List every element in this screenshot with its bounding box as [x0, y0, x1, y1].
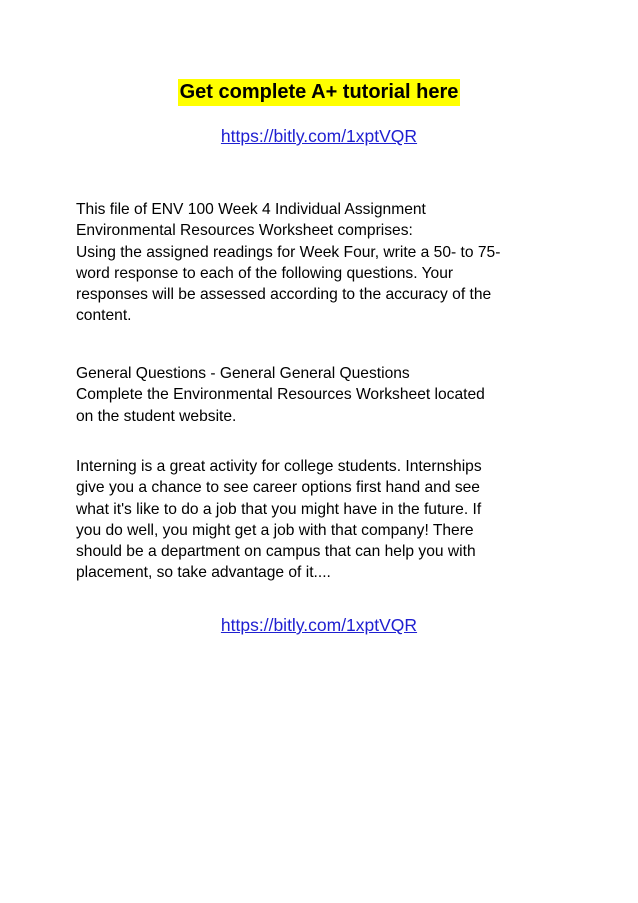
text-line: give you a chance to see career options first hand and see	[76, 479, 480, 497]
heading-container	[0, 79, 638, 106]
internship-paragraph	[76, 456, 566, 584]
text-line: Complete the Environmental Resources Worksheet located	[76, 386, 485, 404]
general-questions	[76, 363, 566, 427]
text-line: should be a department on campus that can help you with	[76, 543, 476, 561]
text-line: word response to each of the following questions. Your	[76, 264, 454, 282]
text-line: This file of ENV 100 Week 4 Individual Assignment	[76, 201, 426, 218]
assignment-description	[76, 199, 566, 327]
text-line: what it's like to do a job that you might have in the future. If	[76, 500, 482, 518]
text-line: Environmental Resources Worksheet comprises:	[76, 222, 413, 240]
text-line: on the student website.	[76, 407, 237, 425]
text-line: responses will be assessed according to the accuracy of the	[76, 286, 492, 304]
page-title: Get complete A+ tutorial here	[178, 79, 461, 106]
top-link-container	[0, 125, 638, 148]
text-line: General Questions - General General Questions	[76, 365, 410, 382]
text-line: Using the assigned readings for Week Four, write a 50- to 75-	[76, 243, 501, 261]
text-line: you do well, you might get a job with that company! There	[76, 521, 474, 539]
text-line: content.	[76, 307, 132, 325]
tutorial-link-bottom[interactable]: https://bitly.com/1xptVQR	[220, 615, 418, 635]
text-line: Interning is a great activity for college students. Internships	[76, 458, 482, 475]
bottom-link-container	[0, 614, 638, 637]
text-line: placement, so take advantage of it....	[76, 564, 331, 582]
tutorial-link-top[interactable]: https://bitly.com/1xptVQR	[220, 126, 418, 146]
